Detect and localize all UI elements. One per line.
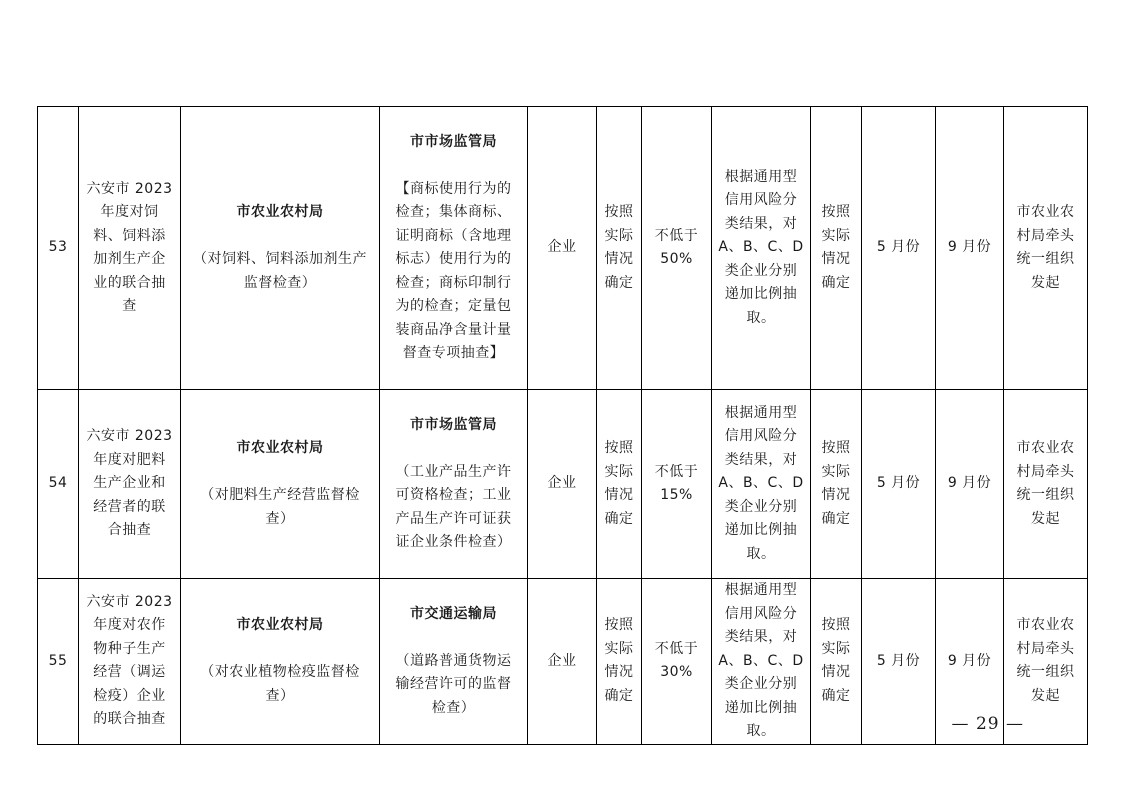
lead-org: 市农业农村局 bbox=[236, 617, 324, 634]
lead-department bbox=[181, 107, 380, 390]
start-month: 5 月份 bbox=[862, 390, 936, 579]
inspection-frequency: 按照 实际 情况 确定 bbox=[811, 107, 862, 390]
inspection-object: 企业 bbox=[528, 107, 597, 390]
end-month: 9 月份 bbox=[936, 579, 1004, 745]
joint-org: 市市场监管局 bbox=[410, 133, 497, 150]
lead-org: 市农业农村局 bbox=[236, 440, 324, 456]
start-month: 5 月份 bbox=[862, 107, 936, 390]
joint-scope: （道路普通货物运 输经营许可的监督 检查） bbox=[395, 652, 512, 716]
joint-department bbox=[380, 107, 528, 390]
sample-ratio: 不低于 30% bbox=[642, 579, 712, 745]
joint-org: 市交通运输局 bbox=[410, 605, 497, 622]
joint-org: 市市场监管局 bbox=[410, 416, 497, 433]
end-month: 9 月份 bbox=[936, 390, 1004, 579]
lead-scope: （对肥料生产经营监督检 查） bbox=[200, 487, 360, 527]
inspection-frequency: 按照 实际 情况 确定 bbox=[811, 579, 862, 745]
sample-count: 按照 实际 情况 确定 bbox=[597, 390, 642, 579]
inspection-object: 企业 bbox=[528, 579, 597, 745]
row-number: 53 bbox=[38, 107, 79, 390]
sample-count: 按照 实际 情况 确定 bbox=[597, 579, 642, 745]
inspection-name: 六安市 2023 年度对农作 物种子生产 经营（调运 检疫）企业 的联合抽查 bbox=[79, 579, 181, 745]
lead-scope: （对饲料、饲料添加剂生产 监督检查） bbox=[193, 251, 367, 291]
sample-ratio: 不低于 50% bbox=[642, 107, 712, 390]
joint-department bbox=[380, 579, 528, 745]
inspection-table bbox=[37, 106, 1088, 745]
table-row bbox=[38, 390, 1088, 579]
joint-department bbox=[380, 390, 528, 579]
inspection-name: 六安市 2023 年度对饲 料、饲料添 加剂生产企 业的联合抽 查 bbox=[79, 107, 181, 390]
inspection-object: 企业 bbox=[528, 390, 597, 579]
joint-scope: 【商标使用行为的 检查；集体商标、 证明商标（含地理 标志）使用行为的 检查；商标印制行 为的检查；定量包 装商品净含量计量 督查专项抽查】 bbox=[395, 180, 512, 361]
sample-ratio: 不低于 15% bbox=[642, 390, 712, 579]
sampling-method: 根据通用型 信用风险分 类结果，对 A、B、C、D 类企业分别 递加比例抽 取。 bbox=[712, 390, 811, 579]
remark: 市农业农 村局牵头 统一组织 发起 bbox=[1004, 579, 1088, 745]
joint-scope: （工业产品生产许 可资格检查；工业 产品生产许可证获 证企业条件检查） bbox=[395, 463, 512, 550]
inspection-frequency: 按照 实际 情况 确定 bbox=[811, 390, 862, 579]
table-row bbox=[38, 107, 1088, 390]
lead-department bbox=[181, 579, 380, 745]
lead-department bbox=[181, 390, 380, 579]
lead-org: 市农业农村局 bbox=[236, 204, 324, 220]
row-number: 55 bbox=[38, 579, 79, 745]
sampling-method: 根据通用型 信用风险分 类结果，对 A、B、C、D 类企业分别 递加比例抽 取。 bbox=[712, 107, 811, 390]
inspection-name: 六安市 2023 年度对肥料 生产企业和 经营者的联 合抽查 bbox=[79, 390, 181, 579]
start-month: 5 月份 bbox=[862, 579, 936, 745]
remark: 市农业农 村局牵头 统一组织 发起 bbox=[1004, 390, 1088, 579]
end-month: 9 月份 bbox=[936, 107, 1004, 390]
sampling-method: 根据通用型 信用风险分 类结果，对 A、B、C、D 类企业分别 递加比例抽 取。 bbox=[712, 579, 811, 745]
page-number: — 29 — bbox=[951, 714, 1024, 734]
row-number: 54 bbox=[38, 390, 79, 579]
lead-scope: （对农业植物检疫监督检 查） bbox=[200, 664, 360, 704]
sample-count: 按照 实际 情况 确定 bbox=[597, 107, 642, 390]
remark: 市农业农 村局牵头 统一组织 发起 bbox=[1004, 107, 1088, 390]
table-row bbox=[38, 579, 1088, 745]
